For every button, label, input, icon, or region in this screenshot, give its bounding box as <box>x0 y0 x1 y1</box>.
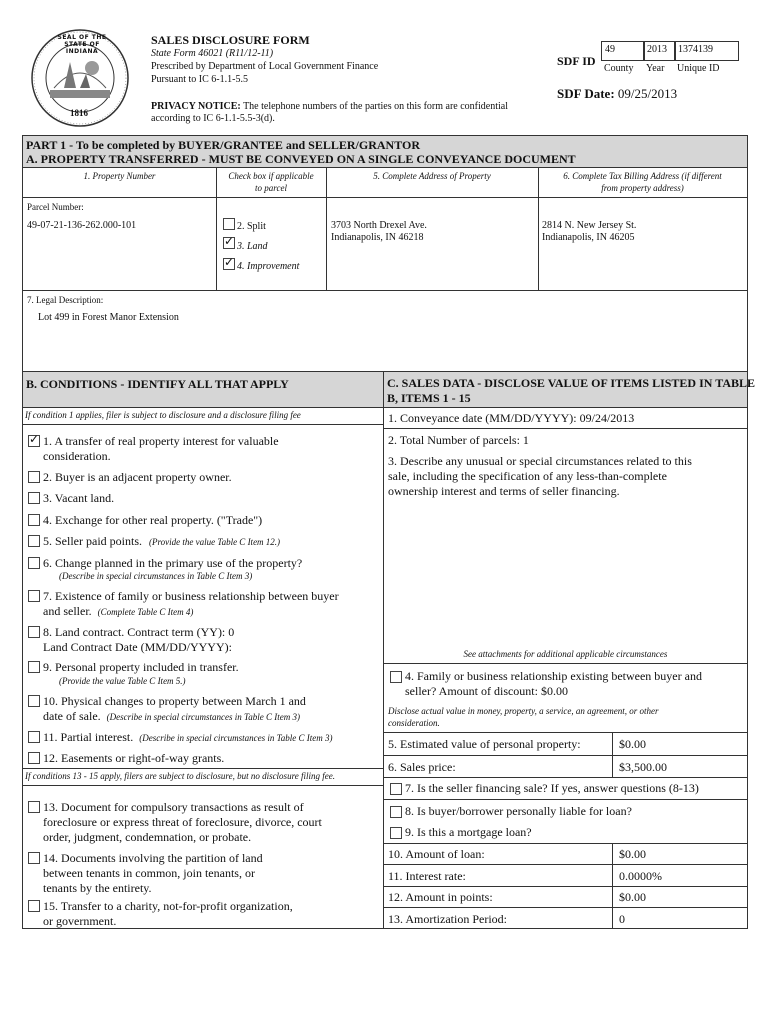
improvement-checkbox[interactable] <box>223 258 235 270</box>
billing-address-1: 2814 N. New Jersey St. <box>542 220 637 231</box>
parcel-number: 49-07-21-136-262.000-101 <box>27 220 137 231</box>
sales-item-8: 8. Is buyer/borrower personally liable for loan? <box>405 804 632 818</box>
sales-item-3: 3. Describe any unusual or special circumstances related to this <box>388 454 692 468</box>
condition-4-text: 4. Exchange for other real property. ("Trade") <box>43 513 263 527</box>
condition-3-checkbox[interactable] <box>28 492 40 504</box>
condition-10-label-2: date of sale. <box>43 709 101 723</box>
condition-2-checkbox[interactable] <box>28 471 40 483</box>
col-billing-a: 6. Complete Tax Billing Address (if different <box>563 171 722 181</box>
condition-7-text-2 <box>43 604 193 619</box>
condition-13-text: 13. Document for compulsory transactions as result of <box>43 800 304 814</box>
sdf-year-field[interactable] <box>643 41 676 61</box>
sales-item-4-note-2: consideration. <box>388 718 440 728</box>
condition-7-text: 7. Existence of family or business relationship between buyer <box>43 589 339 603</box>
condition-11-note: (Describe in special circumstances in Table C Item 3) <box>139 733 333 743</box>
condition-9-checkbox[interactable] <box>28 661 40 673</box>
condition-9-text: 9. Personal property included in transfer. <box>43 660 239 674</box>
condition-13-text-3: order, judgment, condemnation, or probate. <box>43 830 252 844</box>
property-address-2: Indianapolis, IN 46218 <box>331 232 424 243</box>
condition-5-checkbox[interactable] <box>28 535 40 547</box>
condition-13-text-2: foreclosure or express threat of foreclosure, divorce, court <box>43 815 322 829</box>
privacy-notice <box>151 101 551 112</box>
condition-8-checkbox[interactable] <box>28 626 40 638</box>
prescribed-by: Prescribed by Department of Local Government Finance <box>151 61 379 72</box>
condition-note-1: If condition 1 applies, filer is subject to disclosure and a disclosure filing fee <box>25 410 301 420</box>
condition-14-checkbox[interactable] <box>28 852 40 864</box>
property-address-1: 3703 North Drexel Ave. <box>331 220 427 231</box>
condition-5-note: (Provide the value Table C Item 12.) <box>149 537 281 547</box>
conditions-heading: B. CONDITIONS - IDENTIFY ALL THAT APPLY <box>26 377 289 391</box>
col-address: 5. Complete Address of Property <box>373 171 491 181</box>
condition-note-2: If conditions 13 - 15 apply, filers are subject to disclosure, but no disclosure filing fee. <box>25 771 335 781</box>
sales-item-10-label: 10. Amount of loan: <box>388 847 485 861</box>
condition-1-text: 1. A transfer of real property interest for valuable <box>43 434 279 448</box>
sales-item-3-c: ownership interest and terms of seller financing. <box>388 484 620 498</box>
sales-item-9: 9. Is this a mortgage loan? <box>405 825 532 839</box>
col-billing-b: from property address) <box>601 183 684 193</box>
sales-item-9-checkbox[interactable] <box>390 827 402 839</box>
sales-item-13-label: 13. Amortization Period: <box>388 912 507 926</box>
legal-value: Lot 499 in Forest Manor Extension <box>38 312 179 323</box>
sales-item-10-value[interactable]: $0.00 <box>619 847 646 861</box>
condition-14-text: 14. Documents involving the partition of land <box>43 851 263 865</box>
sales-item-11-label: 11. Interest rate: <box>388 869 466 883</box>
sales-item-4-checkbox[interactable] <box>390 671 402 683</box>
condition-1-text-2: consideration. <box>43 449 111 463</box>
privacy-text-2: according to IC 6-1.1-5.5-3(d). <box>151 113 275 124</box>
form-title: SALES DISCLOSURE FORM <box>151 33 310 47</box>
county-label: County <box>604 63 634 74</box>
split-label: 2. Split <box>237 221 266 232</box>
condition-10-note: (Describe in special circumstances in Table C Item 3) <box>106 712 300 722</box>
sdf-county-field[interactable] <box>601 41 645 61</box>
condition-15-checkbox[interactable] <box>28 900 40 912</box>
sdf-year: 2013 <box>647 44 667 55</box>
condition-11-text <box>43 730 333 745</box>
sales-heading-2: B, ITEMS 1 - 15 <box>387 391 471 405</box>
condition-10-text: 10. Physical changes to property between March 1 and <box>43 694 306 708</box>
parcel-label: Parcel Number: <box>27 202 84 212</box>
sales-item-4-note: Disclose actual value in money, property, a service, an agreement, or other <box>388 706 659 716</box>
sdf-date-label: SDF Date: <box>557 86 615 101</box>
seal-text: SEAL OF THE STATE OF INDIANA <box>57 34 107 55</box>
sales-item-5-value[interactable]: $0.00 <box>619 737 646 751</box>
privacy-text: The telephone numbers of the parties on this form are confidential <box>243 101 508 112</box>
condition-11-checkbox[interactable] <box>28 731 40 743</box>
sales-item-2: 2. Total Number of parcels: 1 <box>388 433 529 447</box>
condition-12-checkbox[interactable] <box>28 752 40 764</box>
condition-1-checkbox[interactable] <box>28 435 40 447</box>
condition-12-text: 12. Easements or right-of-way grants. <box>43 751 225 765</box>
privacy-label: PRIVACY NOTICE: <box>151 101 241 112</box>
part1-heading: PART 1 - To be completed by BUYER/GRANTEE and SELLER/GRANTOR <box>26 138 420 152</box>
sales-item-3-b: sale, including the specification of any less-than-complete <box>388 469 667 483</box>
seal-year: 1816 <box>70 108 88 118</box>
form-number: State Form 46021 (R11/12-11) <box>151 48 274 59</box>
condition-15-text-2: or government. <box>43 914 117 928</box>
sdf-county: 49 <box>605 44 615 55</box>
condition-6-note: (Describe in special circumstances in Table C Item 3) <box>59 571 253 581</box>
improvement-label: 4. Improvement <box>237 261 300 272</box>
condition-9-note: (Provide the value Table C Item 5.) <box>59 676 186 686</box>
condition-10-checkbox[interactable] <box>28 695 40 707</box>
sales-item-4-b: seller? Amount of discount: $0.00 <box>405 684 568 698</box>
sales-item-8-checkbox[interactable] <box>390 806 402 818</box>
year-label: Year <box>646 63 665 74</box>
condition-7-checkbox[interactable] <box>28 590 40 602</box>
sales-item-11-value[interactable]: 0.0000% <box>619 869 662 883</box>
sdf-unique-id: 1374139 <box>678 44 713 55</box>
condition-6-checkbox[interactable] <box>28 557 40 569</box>
unique-label: Unique ID <box>677 63 720 74</box>
col-checkbox-b: to parcel <box>255 183 287 193</box>
sales-item-7: 7. Is the seller financing sale? If yes, answer questions (8-13) <box>405 781 699 795</box>
part1-subheading: A. PROPERTY TRANSFERRED - MUST BE CONVEYED ON A SINGLE CONVEYANCE DOCUMENT <box>26 152 576 166</box>
sales-item-12-value[interactable]: $0.00 <box>619 890 646 904</box>
condition-8-text-2: Land Contract Date (MM/DD/YYYY): <box>43 640 232 654</box>
condition-14-text-3: tenants by the entirety. <box>43 881 152 895</box>
condition-7-label-2: and seller. <box>43 604 92 618</box>
sales-item-1: 1. Conveyance date (MM/DD/YYYY): 09/24/2013 <box>388 411 635 425</box>
sdf-date <box>557 86 677 102</box>
legal-label: 7. Legal Description: <box>27 295 104 305</box>
sales-item-7-checkbox[interactable] <box>390 783 402 795</box>
sales-item-6-value[interactable]: $3,500.00 <box>619 760 667 774</box>
condition-14-text-2: between tenants in common, join tenants, or <box>43 866 255 880</box>
condition-5-text <box>43 534 280 549</box>
condition-3-text: 3. Vacant land. <box>43 491 115 505</box>
condition-15-text: 15. Transfer to a charity, not-for-profit organization, <box>43 899 293 913</box>
condition-4-checkbox[interactable] <box>28 514 40 526</box>
sales-item-4: 4. Family or business relationship existing between buyer and <box>405 669 702 683</box>
sdf-id-label: SDF ID <box>557 54 596 68</box>
land-label: 3. Land <box>237 241 268 252</box>
attachments-note: See attachments for additional applicable circumstances <box>463 649 668 659</box>
billing-address-2: Indianapolis, IN 46205 <box>542 232 635 243</box>
condition-2-text: 2. Buyer is an adjacent property owner. <box>43 470 232 484</box>
condition-10-text-2 <box>43 709 300 724</box>
condition-6-text: 6. Change planned in the primary use of the property? <box>43 556 303 570</box>
sales-heading-1: C. SALES DATA - DISCLOSE VALUE OF ITEMS LISTED IN TABLE <box>387 376 756 390</box>
col-checkbox-a: Check box if applicable <box>228 171 314 181</box>
sdf-unique-field[interactable] <box>674 41 739 61</box>
sdf-date-value: 09/25/2013 <box>617 86 678 101</box>
col-property-number: 1. Property Number <box>83 171 156 181</box>
condition-13-checkbox[interactable] <box>28 801 40 813</box>
state-seal <box>30 28 130 128</box>
sales-item-6-label: 6. Sales price: <box>388 760 456 774</box>
condition-11-label: 11. Partial interest. <box>43 730 134 744</box>
condition-7-note: (Complete Table C Item 4) <box>97 607 194 617</box>
sales-item-12-label: 12. Amount in points: <box>388 890 493 904</box>
pursuant: Pursuant to IC 6-1.1-5.5 <box>151 74 248 85</box>
sales-item-13-value[interactable]: 0 <box>619 912 625 926</box>
condition-5-label: 5. Seller paid points. <box>43 534 142 548</box>
land-checkbox[interactable] <box>223 237 235 249</box>
sales-item-5-label: 5. Estimated value of personal property: <box>388 737 581 751</box>
split-checkbox[interactable] <box>223 218 235 230</box>
condition-8-text: 8. Land contract. Contract term (YY): 0 <box>43 625 235 639</box>
